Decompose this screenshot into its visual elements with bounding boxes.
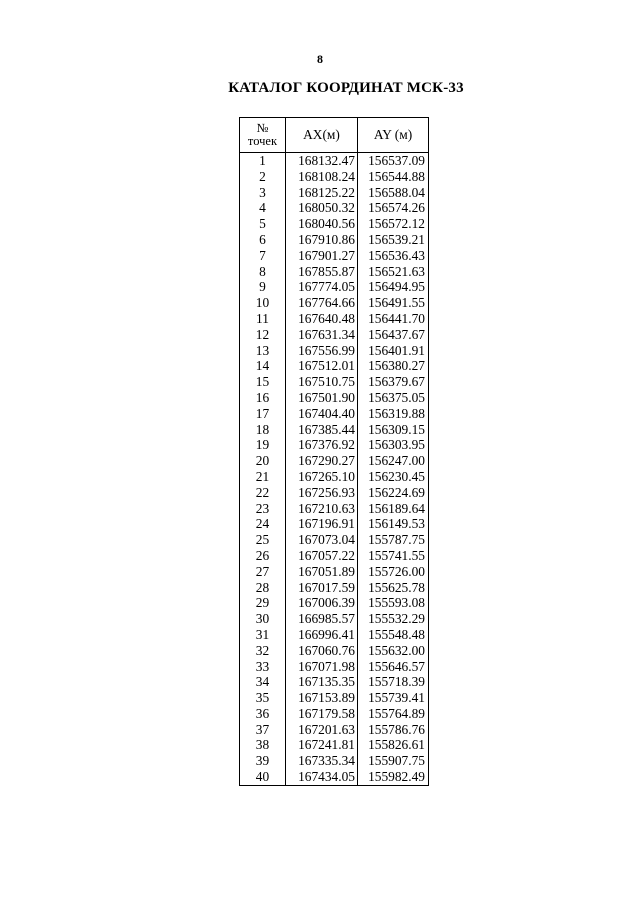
table-row	[240, 501, 429, 517]
x-coordinate-cell: 167640.48	[286, 311, 358, 327]
table-body	[240, 153, 429, 786]
x-coordinate-cell: 167017.59	[286, 580, 358, 596]
x-coordinate-cell: 167073.04	[286, 532, 358, 548]
x-coordinate-cell: 167335.34	[286, 753, 358, 769]
y-coordinate-cell: 155548.48	[358, 627, 429, 643]
y-coordinate-cell: 156303.95	[358, 437, 429, 453]
point-number-cell: 7	[240, 248, 286, 264]
table-row	[240, 453, 429, 469]
point-number-cell: 38	[240, 737, 286, 753]
x-coordinate-cell: 167631.34	[286, 327, 358, 343]
table-row	[240, 216, 429, 232]
point-number-cell: 1	[240, 153, 286, 169]
x-coordinate-cell: 167201.63	[286, 722, 358, 738]
x-coordinate-cell: 167512.01	[286, 358, 358, 374]
y-coordinate-cell: 156319.88	[358, 406, 429, 422]
header-num-symbol: №	[256, 121, 269, 135]
table-row	[240, 200, 429, 216]
y-coordinate-cell: 155826.61	[358, 737, 429, 753]
y-coordinate-cell: 155625.78	[358, 580, 429, 596]
point-number-cell: 34	[240, 674, 286, 690]
x-coordinate-cell: 166996.41	[286, 627, 358, 643]
table-row	[240, 580, 429, 596]
x-coordinate-cell: 168050.32	[286, 200, 358, 216]
y-coordinate-cell: 156494.95	[358, 279, 429, 295]
x-coordinate-cell: 167290.27	[286, 453, 358, 469]
coordinate-catalog-table	[239, 117, 429, 786]
table-row	[240, 769, 429, 785]
table-row	[240, 295, 429, 311]
table-row	[240, 532, 429, 548]
point-number-cell: 28	[240, 580, 286, 596]
point-number-cell: 35	[240, 690, 286, 706]
table-row	[240, 248, 429, 264]
table-row	[240, 706, 429, 722]
point-number-cell: 11	[240, 311, 286, 327]
point-number-cell: 15	[240, 374, 286, 390]
point-number-cell: 36	[240, 706, 286, 722]
y-coordinate-cell: 155741.55	[358, 548, 429, 564]
y-coordinate-cell: 156588.04	[358, 185, 429, 201]
table-row	[240, 232, 429, 248]
x-coordinate-cell: 167179.58	[286, 706, 358, 722]
y-coordinate-cell: 156441.70	[358, 311, 429, 327]
y-coordinate-cell: 156309.15	[358, 422, 429, 438]
header-points-label: точек	[247, 134, 278, 148]
x-coordinate-cell: 167385.44	[286, 422, 358, 438]
y-coordinate-cell: 156437.67	[358, 327, 429, 343]
point-number-cell: 22	[240, 485, 286, 501]
y-coordinate-cell: 155739.41	[358, 690, 429, 706]
x-coordinate-cell: 167265.10	[286, 469, 358, 485]
y-coordinate-cell: 156544.88	[358, 169, 429, 185]
y-coordinate-cell: 156189.64	[358, 501, 429, 517]
y-coordinate-cell: 156247.00	[358, 453, 429, 469]
x-coordinate-cell: 167210.63	[286, 501, 358, 517]
table-row	[240, 422, 429, 438]
point-number-cell: 8	[240, 264, 286, 280]
point-number-cell: 32	[240, 643, 286, 659]
table-row	[240, 643, 429, 659]
header-x-coordinate: AX(м)	[286, 118, 358, 153]
x-coordinate-cell: 166985.57	[286, 611, 358, 627]
table-row	[240, 374, 429, 390]
x-coordinate-cell: 167135.35	[286, 674, 358, 690]
table-row	[240, 406, 429, 422]
x-coordinate-cell: 168125.22	[286, 185, 358, 201]
point-number-cell: 30	[240, 611, 286, 627]
point-number-cell: 13	[240, 343, 286, 359]
table-row	[240, 722, 429, 738]
point-number-cell: 4	[240, 200, 286, 216]
point-number-cell: 39	[240, 753, 286, 769]
x-coordinate-cell: 167556.99	[286, 343, 358, 359]
x-coordinate-cell: 167501.90	[286, 390, 358, 406]
table-row	[240, 185, 429, 201]
y-coordinate-cell: 156375.05	[358, 390, 429, 406]
y-coordinate-cell: 155787.75	[358, 532, 429, 548]
x-coordinate-cell: 167901.27	[286, 248, 358, 264]
y-coordinate-cell: 156224.69	[358, 485, 429, 501]
y-coordinate-cell: 155764.89	[358, 706, 429, 722]
y-coordinate-cell: 156572.12	[358, 216, 429, 232]
table-row	[240, 437, 429, 453]
header-point-number	[240, 118, 286, 153]
table-row	[240, 737, 429, 753]
y-coordinate-cell: 155982.49	[358, 769, 429, 785]
x-coordinate-cell: 168040.56	[286, 216, 358, 232]
point-number-cell: 29	[240, 595, 286, 611]
table-row	[240, 485, 429, 501]
x-coordinate-cell: 168108.24	[286, 169, 358, 185]
x-coordinate-cell: 167434.05	[286, 769, 358, 785]
table-row	[240, 390, 429, 406]
table-row	[240, 611, 429, 627]
y-coordinate-cell: 156574.26	[358, 200, 429, 216]
point-number-cell: 16	[240, 390, 286, 406]
x-coordinate-cell: 167510.75	[286, 374, 358, 390]
x-coordinate-cell: 167196.91	[286, 516, 358, 532]
point-number-cell: 20	[240, 453, 286, 469]
y-coordinate-cell: 156521.63	[358, 264, 429, 280]
table-row	[240, 564, 429, 580]
y-coordinate-cell: 155786.76	[358, 722, 429, 738]
x-coordinate-cell: 167774.05	[286, 279, 358, 295]
point-number-cell: 9	[240, 279, 286, 295]
table-row	[240, 264, 429, 280]
point-number-cell: 37	[240, 722, 286, 738]
y-coordinate-cell: 155532.29	[358, 611, 429, 627]
header-y-coordinate: AY (м)	[358, 118, 429, 153]
point-number-cell: 27	[240, 564, 286, 580]
point-number-cell: 19	[240, 437, 286, 453]
table-row	[240, 595, 429, 611]
point-number-cell: 18	[240, 422, 286, 438]
table-row	[240, 169, 429, 185]
table-row	[240, 548, 429, 564]
y-coordinate-cell: 156379.67	[358, 374, 429, 390]
table-row	[240, 627, 429, 643]
page-number: 8	[317, 52, 323, 66]
point-number-cell: 10	[240, 295, 286, 311]
point-number-cell: 40	[240, 769, 286, 785]
point-number-cell: 31	[240, 627, 286, 643]
x-coordinate-cell: 167071.98	[286, 659, 358, 675]
x-coordinate-cell: 167051.89	[286, 564, 358, 580]
y-coordinate-cell: 156536.43	[358, 248, 429, 264]
table-row	[240, 343, 429, 359]
y-coordinate-cell: 155907.75	[358, 753, 429, 769]
x-coordinate-cell: 167764.66	[286, 295, 358, 311]
table-header-row	[240, 118, 429, 153]
x-coordinate-cell: 167404.40	[286, 406, 358, 422]
point-number-cell: 5	[240, 216, 286, 232]
point-number-cell: 3	[240, 185, 286, 201]
point-number-cell: 24	[240, 516, 286, 532]
y-coordinate-cell: 156149.53	[358, 516, 429, 532]
point-number-cell: 6	[240, 232, 286, 248]
table-row	[240, 469, 429, 485]
table-row	[240, 674, 429, 690]
y-coordinate-cell: 156401.91	[358, 343, 429, 359]
x-coordinate-cell: 167060.76	[286, 643, 358, 659]
point-number-cell: 14	[240, 358, 286, 374]
point-number-cell: 23	[240, 501, 286, 517]
y-coordinate-cell: 156380.27	[358, 358, 429, 374]
document-title: КАТАЛОГ КООРДИНАТ МСК-33	[228, 80, 464, 96]
y-coordinate-cell: 156539.21	[358, 232, 429, 248]
y-coordinate-cell: 156537.09	[358, 153, 429, 169]
table-row	[240, 753, 429, 769]
point-number-cell: 12	[240, 327, 286, 343]
x-coordinate-cell: 167057.22	[286, 548, 358, 564]
y-coordinate-cell: 155593.08	[358, 595, 429, 611]
x-coordinate-cell: 167256.93	[286, 485, 358, 501]
point-number-cell: 17	[240, 406, 286, 422]
y-coordinate-cell: 156491.55	[358, 295, 429, 311]
y-coordinate-cell: 155646.57	[358, 659, 429, 675]
table-row	[240, 358, 429, 374]
point-number-cell: 33	[240, 659, 286, 675]
x-coordinate-cell: 167006.39	[286, 595, 358, 611]
y-coordinate-cell: 156230.45	[358, 469, 429, 485]
table-row	[240, 659, 429, 675]
table-row	[240, 690, 429, 706]
y-coordinate-cell: 155726.00	[358, 564, 429, 580]
x-coordinate-cell: 167153.89	[286, 690, 358, 706]
table-row	[240, 153, 429, 169]
point-number-cell: 25	[240, 532, 286, 548]
point-number-cell: 26	[240, 548, 286, 564]
table-row	[240, 327, 429, 343]
table-row	[240, 279, 429, 295]
table-row	[240, 516, 429, 532]
y-coordinate-cell: 155718.39	[358, 674, 429, 690]
point-number-cell: 2	[240, 169, 286, 185]
x-coordinate-cell: 168132.47	[286, 153, 358, 169]
x-coordinate-cell: 167376.92	[286, 437, 358, 453]
point-number-cell: 21	[240, 469, 286, 485]
x-coordinate-cell: 167855.87	[286, 264, 358, 280]
x-coordinate-cell: 167910.86	[286, 232, 358, 248]
y-coordinate-cell: 155632.00	[358, 643, 429, 659]
x-coordinate-cell: 167241.81	[286, 737, 358, 753]
table-row	[240, 311, 429, 327]
